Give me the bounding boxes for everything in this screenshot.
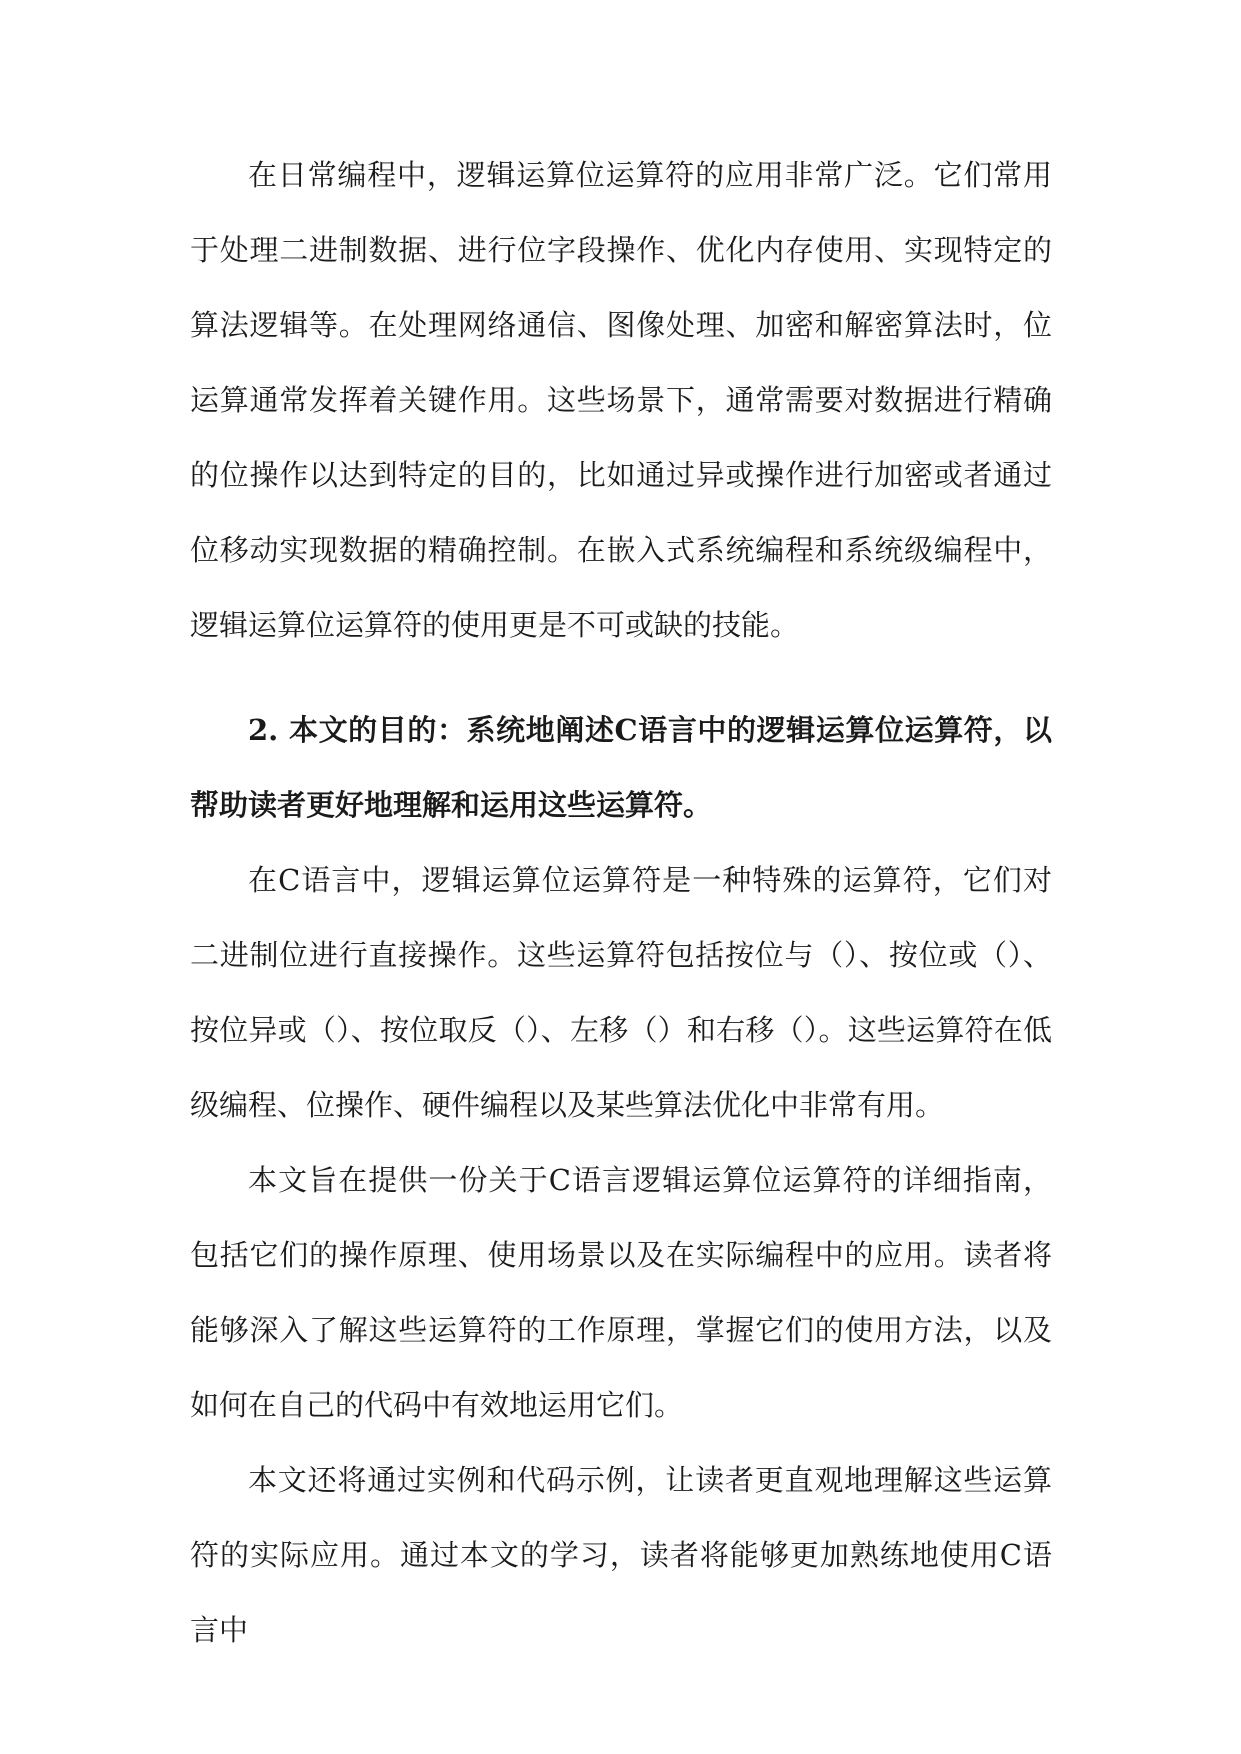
document-body — [190, 138, 1052, 1668]
section-paragraph-2: 本文旨在提供一份关于C语言逻辑运算位运算符的详细指南，包括它们的操作原理、使用场景以及在实际编程中的应用。读者将能够深入了解这些运算符的工作原理，掌握它们的使用方法，以及如何在自己的代码中有效地运用它们。 — [190, 1163, 1052, 1422]
section-heading: 2. 本文的目的：系统地阐述C语言中的逻辑运算位运算符，以帮助读者更好地理解和运用这些运算符。 — [190, 713, 1052, 822]
intro-paragraph: 在日常编程中，逻辑运算位运算符的应用非常广泛。它们常用于处理二进制数据、进行位字段操作、优化内存使用、实现特定的算法逻辑等。在处理网络通信、图像处理、加密和解密算法时，位运算通常发挥着关键作用。这些场景下，通常需要对数据进行精确的位操作以达到特定的目的，比如通过异或操作进行加密或者通过位移动实现数据的精确控制。在嵌入式系统编程和系统级编程中，逻辑运算位运算符的使用更是不可或缺的技能。 — [190, 158, 1052, 642]
section-paragraph-3: 本文还将通过实例和代码示例，让读者更直观地理解这些运算符的实际应用。通过本文的学习，读者将能够更加熟练地使用C语言中 — [190, 1463, 1052, 1647]
section-paragraph-1: 在C语言中，逻辑运算位运算符是一种特殊的运算符，它们对二进制位进行直接操作。这些运算符包括按位与（）、按位或（）、按位异或（）、按位取反（）、左移（）和右移（）。这些运算符在低级编程、位操作、硬件编程以及某些算法优化中非常有用。 — [190, 863, 1052, 1122]
